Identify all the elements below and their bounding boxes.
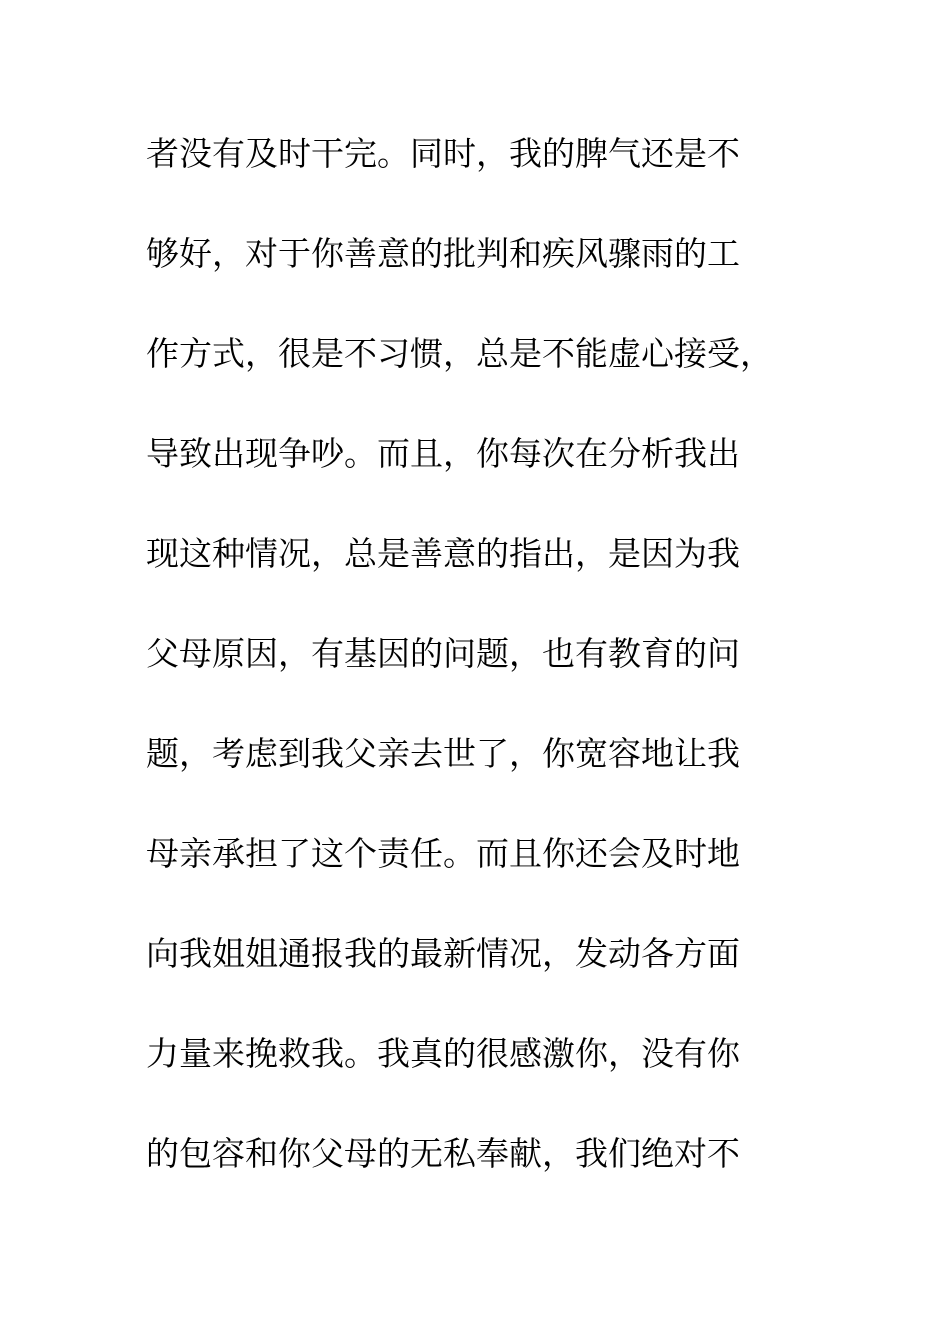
text-line: 作方式，很是不习惯，总是不能虚心接受， [146, 334, 773, 373]
text-line: 母亲承担了这个责任。而且你还会及时地 [146, 834, 740, 873]
text-line: 够好，对于你善意的批判和疾风骤雨的工 [146, 234, 740, 273]
body-text [146, 126, 806, 1226]
text-line: 题，考虑到我父亲去世了，你宽容地让我 [146, 734, 740, 773]
text-line: 者没有及时干完。同时，我的脾气还是不 [146, 134, 740, 173]
text-line: 的包容和你父母的无私奉献，我们绝对不 [146, 1134, 740, 1173]
text-line: 向我姐姐通报我的最新情况，发动各方面 [146, 934, 740, 973]
text-line: 父母原因，有基因的问题，也有教育的问 [146, 634, 740, 673]
text-line: 力量来挽救我。我真的很感激你，没有你 [146, 1034, 740, 1073]
text-line: 现这种情况，总是善意的指出，是因为我 [146, 534, 740, 573]
text-line: 导致出现争吵。而且，你每次在分析我出 [146, 434, 740, 473]
